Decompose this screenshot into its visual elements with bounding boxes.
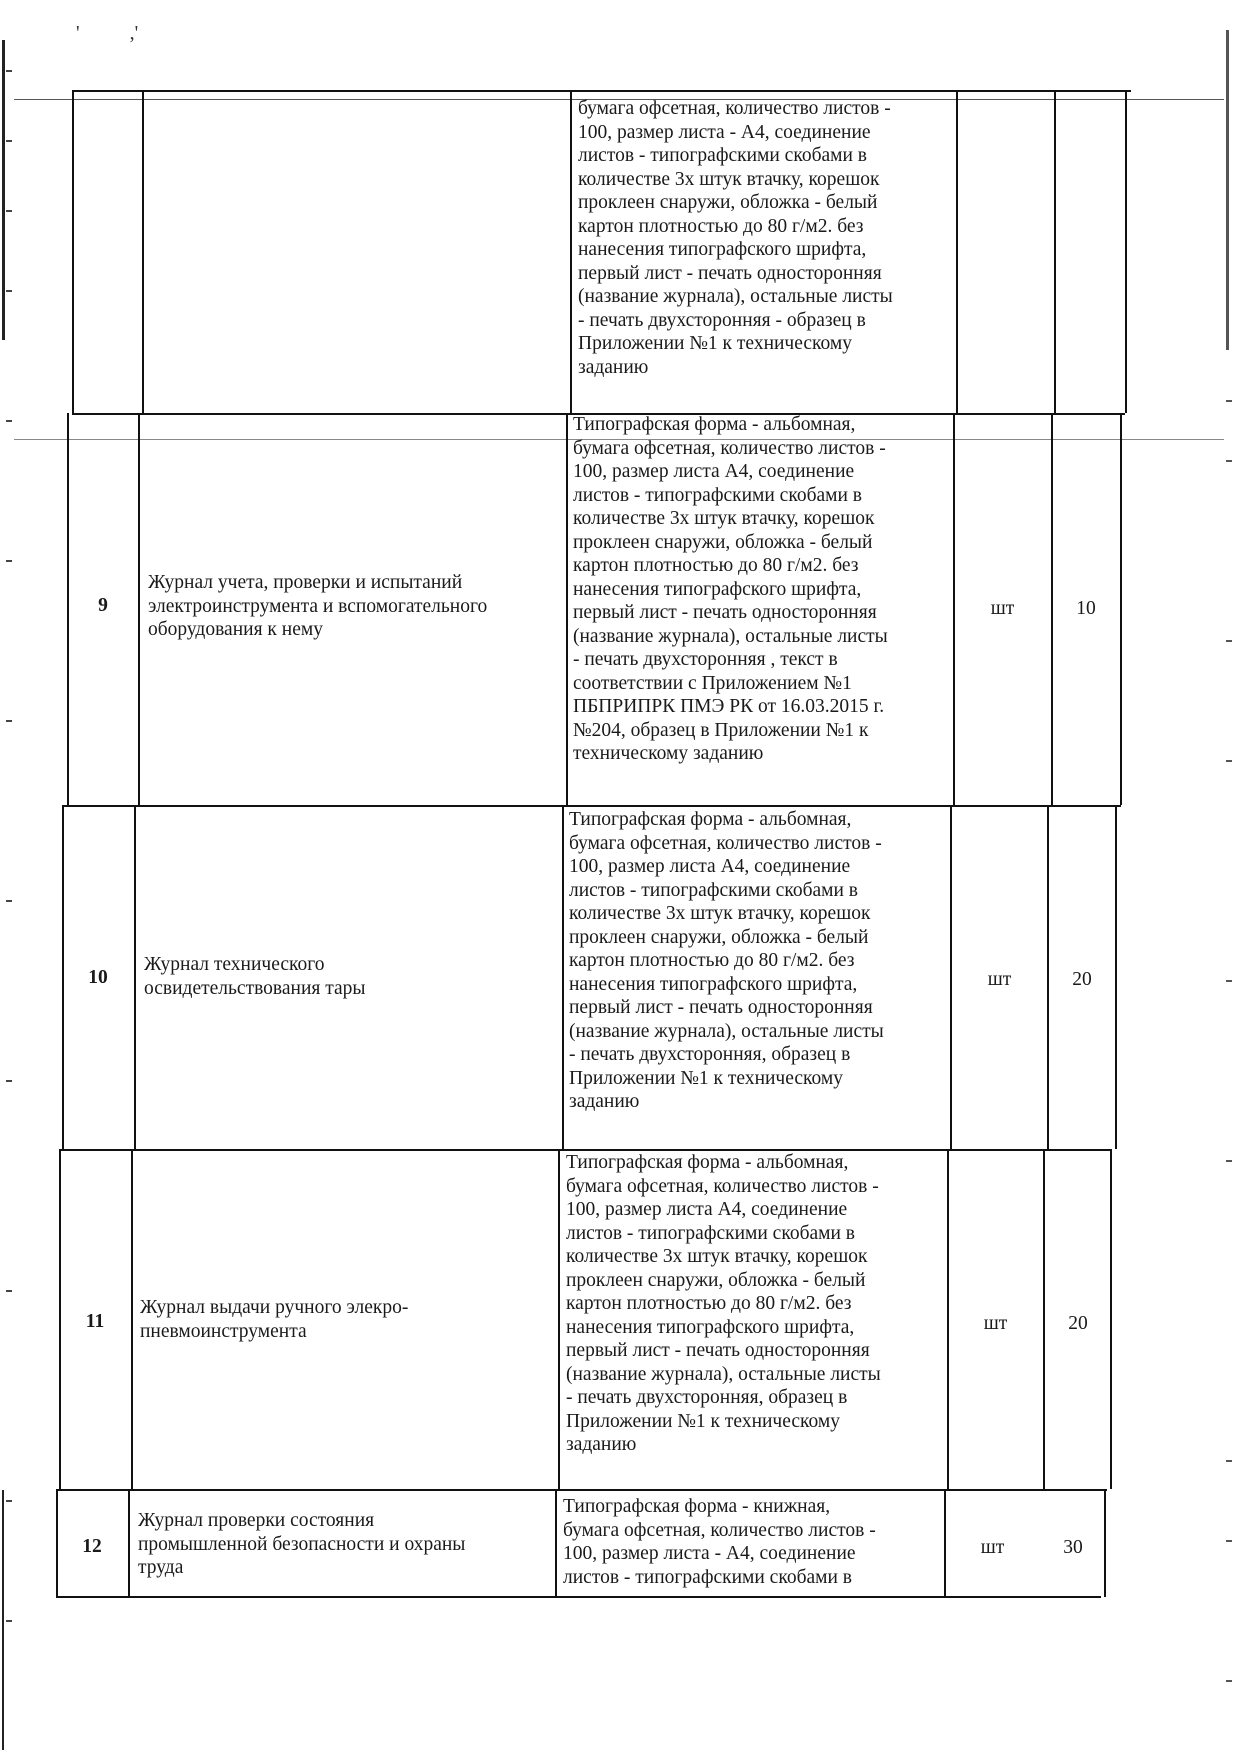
row-12-description: Типографская форма - книжная, бумага офсетная, количество листов - 100, размер листа - А4, соединение листов - типографскими скобами в bbox=[563, 1496, 876, 1588]
row-11-unit: шт bbox=[983, 1313, 1008, 1334]
col-separator bbox=[1054, 90, 1056, 413]
col-separator bbox=[570, 90, 572, 413]
col-separator bbox=[142, 90, 144, 413]
row-11-description: Типографская форма - альбомная, бумага офсетная, количество листов - 100, размер листа А4, соединение листов - типографскими скобами в количестве 3х штук втачку, корешок проклеен снаружи, обложка - белый картон плотностью до 80 г/м2. без нанесения типографского шрифта, первый лист - печать односторонняя (название журнала), остальные листы - печать двухсторонняя, образец в Приложении №1 к техническому заданию bbox=[566, 1152, 881, 1455]
row-9-number: 9 bbox=[98, 595, 108, 616]
row-separator bbox=[64, 805, 1121, 807]
row-9-unit: шт bbox=[990, 598, 1015, 619]
row-10-quantity: 20 bbox=[1072, 969, 1092, 990]
row-12-quantity: 30 bbox=[1063, 1537, 1083, 1558]
row-12-name: Журнал проверки состояния промышленной безопасности и охраны труда bbox=[138, 1510, 466, 1578]
table-border-right bbox=[1125, 90, 1127, 413]
row-separator bbox=[57, 1489, 1107, 1491]
scan-artifact: ' ,' bbox=[76, 22, 139, 44]
row-9-quantity: 10 bbox=[1076, 598, 1096, 619]
row-10-description: Типографская форма - альбомная, бумага офсетная, количество листов - 100, размер листа А4, соединение листов - типографскими скобами в количестве 3х штук втачку, корешок проклеен снаружи, обложка - белый картон плотностью до 80 г/м2. без нанесения типографского шрифта, первый лист - печать односторонняя (название журнала), остальные листы - печать двухсторонняя, образец в Приложении №1 к техническому заданию bbox=[569, 809, 884, 1112]
table-row-continued-description: бумага офсетная, количество листов - 100, размер листа - А4, соединение листов - типографскими скобами в количестве 3х штук втачку, корешок проклеен снаружи, обложка - белый картон плотностью до 80 г/м2. без нанесения типографского шрифта, первый лист - печать односторонняя (название журнала), остальные листы - печать двухсторонняя - образец в Приложении №1 к техническому заданию bbox=[578, 98, 893, 378]
table-border-left bbox=[72, 90, 74, 413]
scan-edge-left bbox=[0, 0, 14, 1754]
row-10-number: 10 bbox=[88, 967, 108, 988]
row-9-description: Типографская форма - альбомная, бумага офсетная, количество листов - 100, размер листа А4, соединение листов - типографскими скобами в количестве 3х штук втачку, корешок проклеен снаружи, обложка - белый картон плотностью до 80 г/м2. без нанесения типографского шрифта, первый лист - печать односторонняя (название журнала), остальные листы - печать двухсторонняя , текст в соответствии с Приложением №1 ПБПРИПРК ПМЭ РК от 16.03.2015 г. №204, образец в Приложении №1 к техническому заданию bbox=[573, 414, 888, 764]
row-11-number: 11 bbox=[85, 1311, 105, 1332]
row-11-quantity: 20 bbox=[1068, 1313, 1088, 1334]
scan-edge-right bbox=[1226, 0, 1234, 1754]
row-11-name: Журнал выдачи ручного элекро- пневмоинструмента bbox=[140, 1297, 409, 1342]
row-12-number: 12 bbox=[82, 1536, 102, 1557]
row-9-name: Журнал учета, проверки и испытаний электроинструмента и вспомогательного оборудования к нему bbox=[148, 572, 488, 640]
row-10-unit: шт bbox=[987, 969, 1012, 990]
row-12-unit: шт bbox=[980, 1537, 1005, 1558]
row-10-name: Журнал технического освидетельствования тары bbox=[144, 954, 366, 999]
table-border-top bbox=[73, 90, 1131, 92]
